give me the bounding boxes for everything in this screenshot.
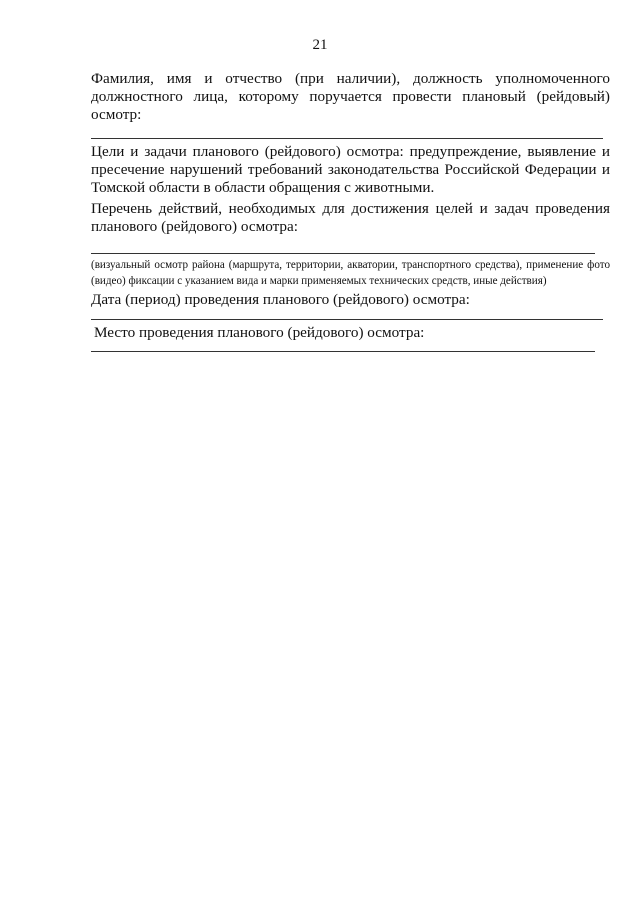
inspector-fill-line — [91, 138, 603, 139]
actions-fill-line — [91, 253, 595, 254]
place-fill-line — [91, 351, 595, 352]
goals-text: Цели и задачи планового (рейдового) осмотра: предупреждение, выявление и пресечение нарушений требований законодательства Российской Федерации и Томской области в области обращения с животными. — [91, 143, 610, 196]
page-number: 21 — [312, 37, 328, 53]
place-label: Место проведения планового (рейдового) осмотра: — [94, 324, 425, 341]
date-fill-line — [91, 319, 603, 320]
inspector-label: Фамилия, имя и отчество (при наличии), должность уполномоченного должностного лица, которому поручается провести плановый (рейдовый) осмотр: — [91, 70, 610, 123]
date-label: Дата (период) проведения планового (рейдового) осмотра: — [91, 291, 470, 308]
actions-label: Перечень действий, необходимых для достижения целей и задач проведения планового (рейдового) осмотра: — [91, 200, 610, 235]
actions-hint: (визуальный осмотр района (маршрута, территории, акватории, транспортного средства), применение фото (видео) фиксации с указанием вида и марки применяемых технических средств, иные действия) — [91, 259, 610, 287]
inspection-form — [91, 70, 610, 352]
